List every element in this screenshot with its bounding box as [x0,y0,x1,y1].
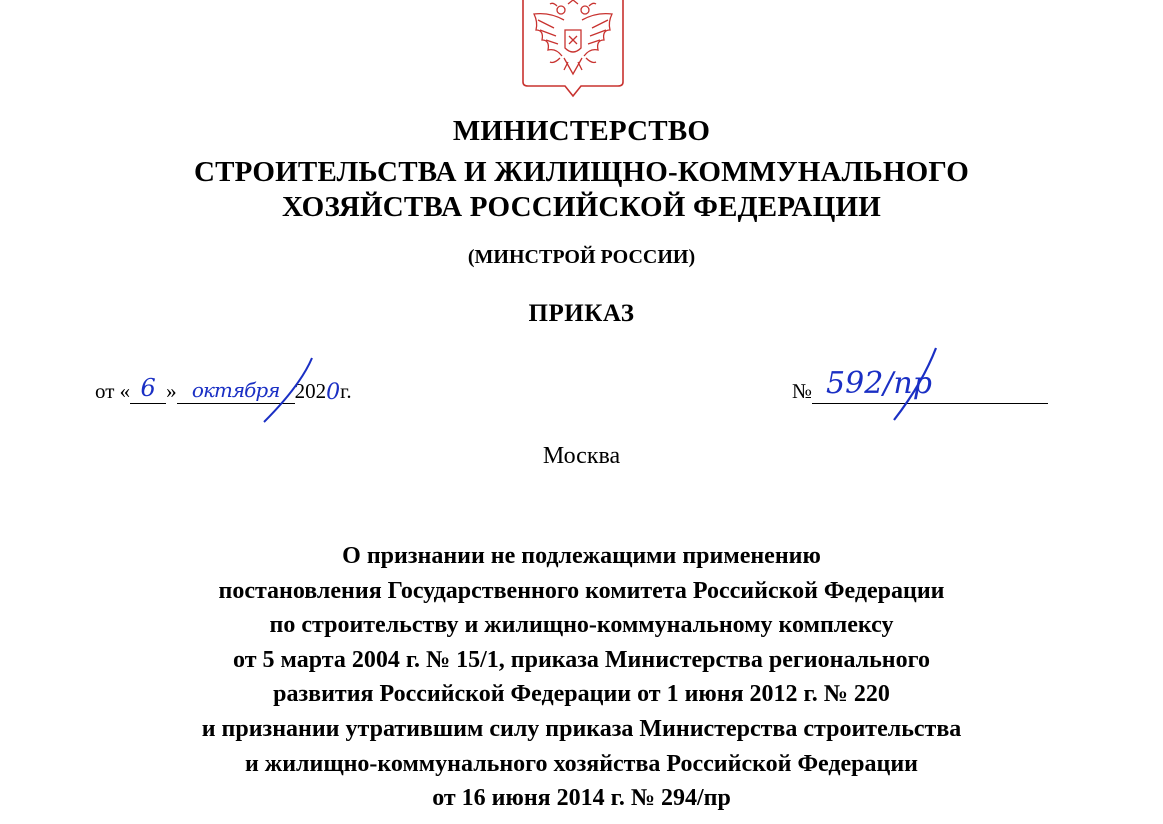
number-handwritten: 592/пр [826,366,932,401]
document-type-heading: ПРИКАЗ [528,300,635,327]
order-title-line-2: постановления Государственного комитета Российской Федерации [218,577,945,604]
order-title-line-3: по строительству и жилищно-коммунальному комплексу [269,612,894,639]
ministry-name-line-1: МИНИСТЕРСТВО [452,115,711,147]
ministry-abbreviation: (МИНСТРОЙ РОССИИ) [467,246,696,268]
city: Москва [542,443,621,469]
date-day-handwritten: 6 [140,374,156,402]
coat-of-arms-icon [520,0,626,100]
date-prefix: от « [95,379,131,403]
order-title-line-6: и признании утратившим силу приказа Министерства строительства [201,716,962,742]
date-year-prefix: 202 [294,379,327,403]
date-day-blank [130,374,166,404]
order-title-line-1: О признании не подлежащими применению [342,543,821,569]
order-title-line-4: от 5 марта 2004 г. № 15/1, приказа Министерства регионального [233,646,930,673]
number-handwriting-stroke [886,346,946,426]
date-suffix: г. [340,379,352,403]
ministry-name-line-2: СТРОИТЕЛЬСТВА И ЖИЛИЩНО-КОММУНАЛЬНОГО [193,156,970,188]
order-title-line-5: развития Российской Федерации от 1 июня 2012 г. № 220 [273,681,890,708]
date-month-handwritten: октября [191,378,280,402]
order-title-line-8: от 16 июня 2014 г. № 294/пр [432,785,731,812]
ministry-name-line-3: ХОЗЯЙСТВА РОССИЙСКОЙ ФЕДЕРАЦИИ [282,191,881,223]
number-sign: № [792,379,813,403]
order-title-line-7: и жилищно-коммунального хозяйства Российской Федерации [244,750,919,777]
date-mid: » [166,379,177,403]
date-year-suffix-handwritten: 0 [326,380,341,405]
month-handwriting-stroke [250,356,330,426]
